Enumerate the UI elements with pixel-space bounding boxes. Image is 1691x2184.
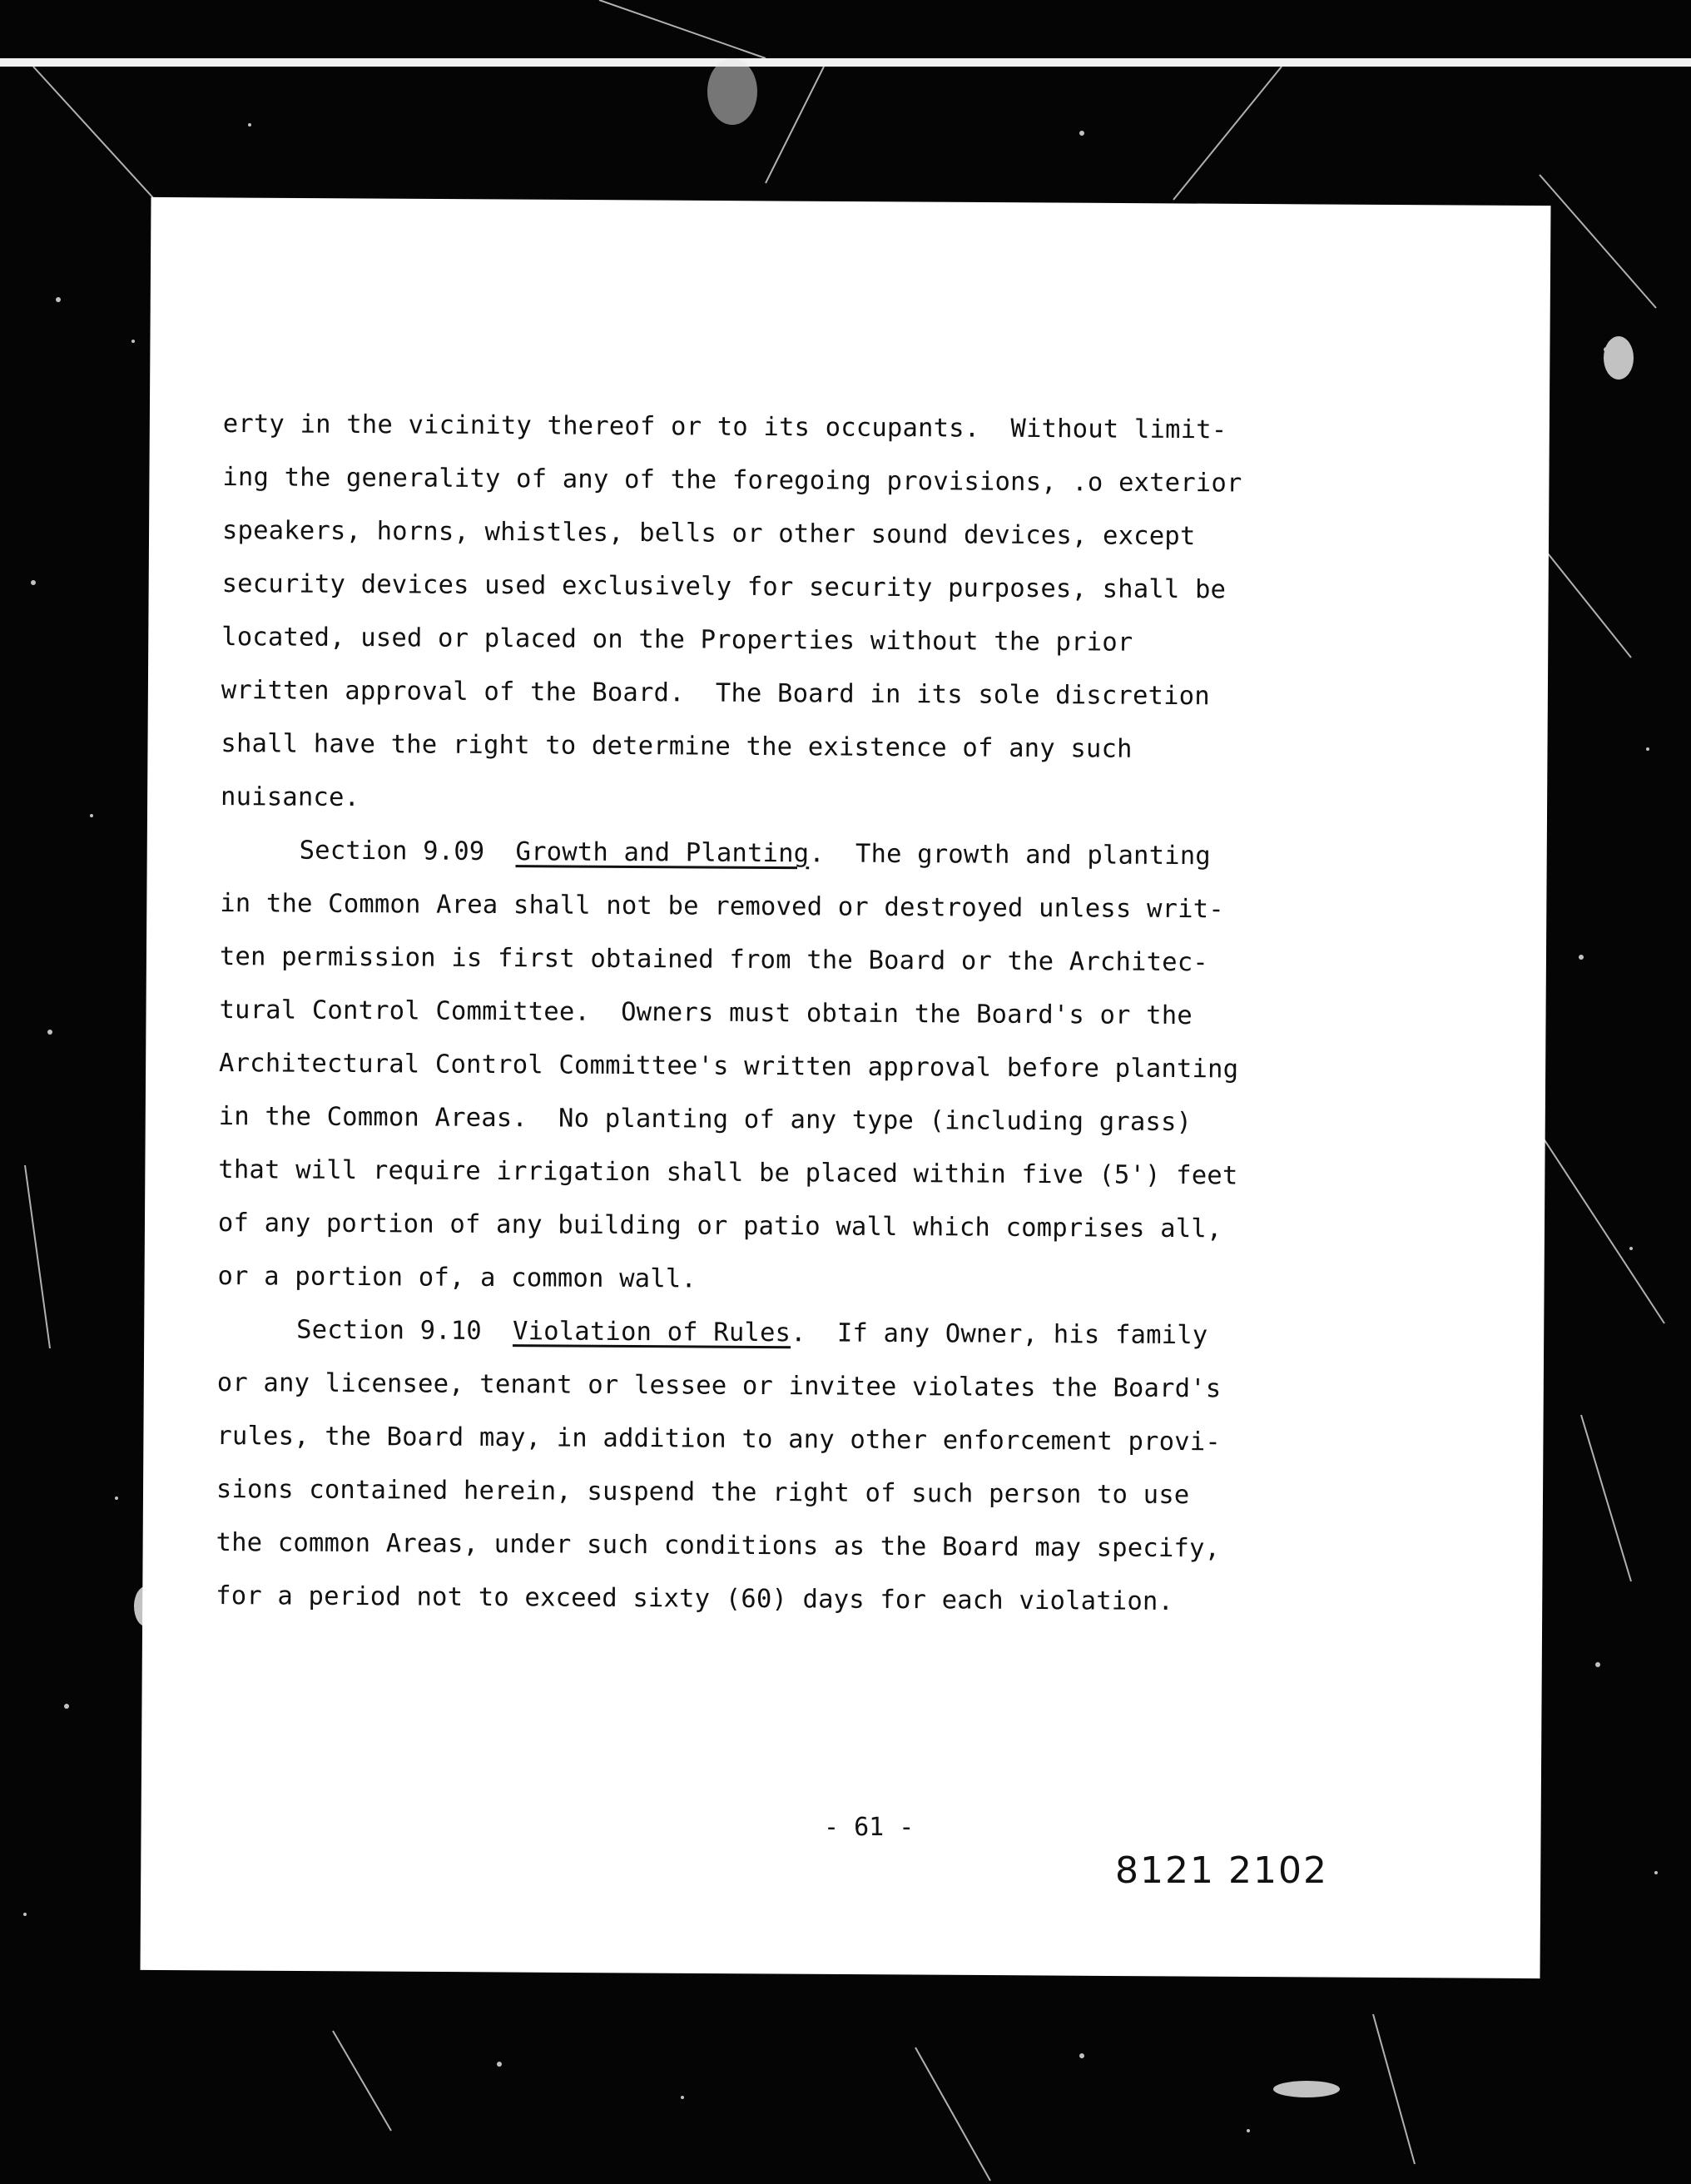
section-9-09 [217, 824, 1451, 1311]
text-line: speakers, horns, whistles, bells or other sound devices, except [221, 515, 1196, 552]
text-line: security devices used exclusively for security purposes, shall be [221, 568, 1227, 605]
text-line: written approval of the Board. The Board in its sole discretion [221, 675, 1210, 712]
text-line: or any licensee, tenant or lessee or invitee violates the Board's [216, 1367, 1222, 1404]
text-line: shall have the right to determine the existence of any such [221, 728, 1133, 764]
paragraph-nuisance [221, 398, 1455, 831]
section-first-line-text: . The growth and planting [809, 839, 1212, 871]
section-title: Violation of Rules [512, 1317, 791, 1348]
section-first-line-text: . If any Owner, his family [791, 1318, 1208, 1351]
text-line: tural Control Committee. Owners must obtain the Board's or the [219, 995, 1193, 1031]
page-number: - 61 - [824, 1813, 915, 1842]
section-title: Growth and Planting [515, 837, 810, 869]
text-line: erty in the vicinity thereof or to its occupants. Without limit- [222, 409, 1227, 445]
text-line: in the Common Area shall not be removed or destroyed unless writ- [220, 888, 1224, 925]
section-heading-line [217, 1303, 1449, 1364]
text-line: Architectural Control Committee's written approval before planting [219, 1048, 1239, 1085]
text-line: ten permission is first obtained from the Board or the Architec- [219, 941, 1208, 978]
text-line: rules, the Board may, in addition to any other enforcement provi- [216, 1421, 1222, 1457]
text-line: of any portion of any building or patio wall which comprises all, [217, 1208, 1222, 1244]
text-line: for a period not to exceed sixty (60) days for each violation. [216, 1581, 1174, 1617]
reference-number: 8121 2102 [1115, 1849, 1328, 1892]
text-line: located, used or placed on the Properties without the prior [221, 622, 1133, 658]
section-heading-line [220, 824, 1451, 885]
text-line: that will require irrigation shall be placed within five (5') feet [218, 1154, 1238, 1191]
section-9-10 [216, 1303, 1449, 1631]
text-line: the common Areas, under such conditions as the Board may specify, [216, 1527, 1221, 1564]
section-number: Section 9.10 [296, 1315, 483, 1346]
text-line: nuisance. [220, 782, 360, 813]
text-line: ing the generality of any of the foregoing provisions, .o exterior [222, 462, 1242, 499]
section-number: Section 9.09 [299, 836, 485, 866]
text-line: or a portion of, a common wall. [217, 1261, 697, 1294]
text-line: in the Common Areas. No planting of any type (including grass) [218, 1101, 1193, 1138]
text-line: sions contained herein, suspend the right of such person to use [216, 1474, 1190, 1511]
document-body [216, 398, 1455, 1631]
